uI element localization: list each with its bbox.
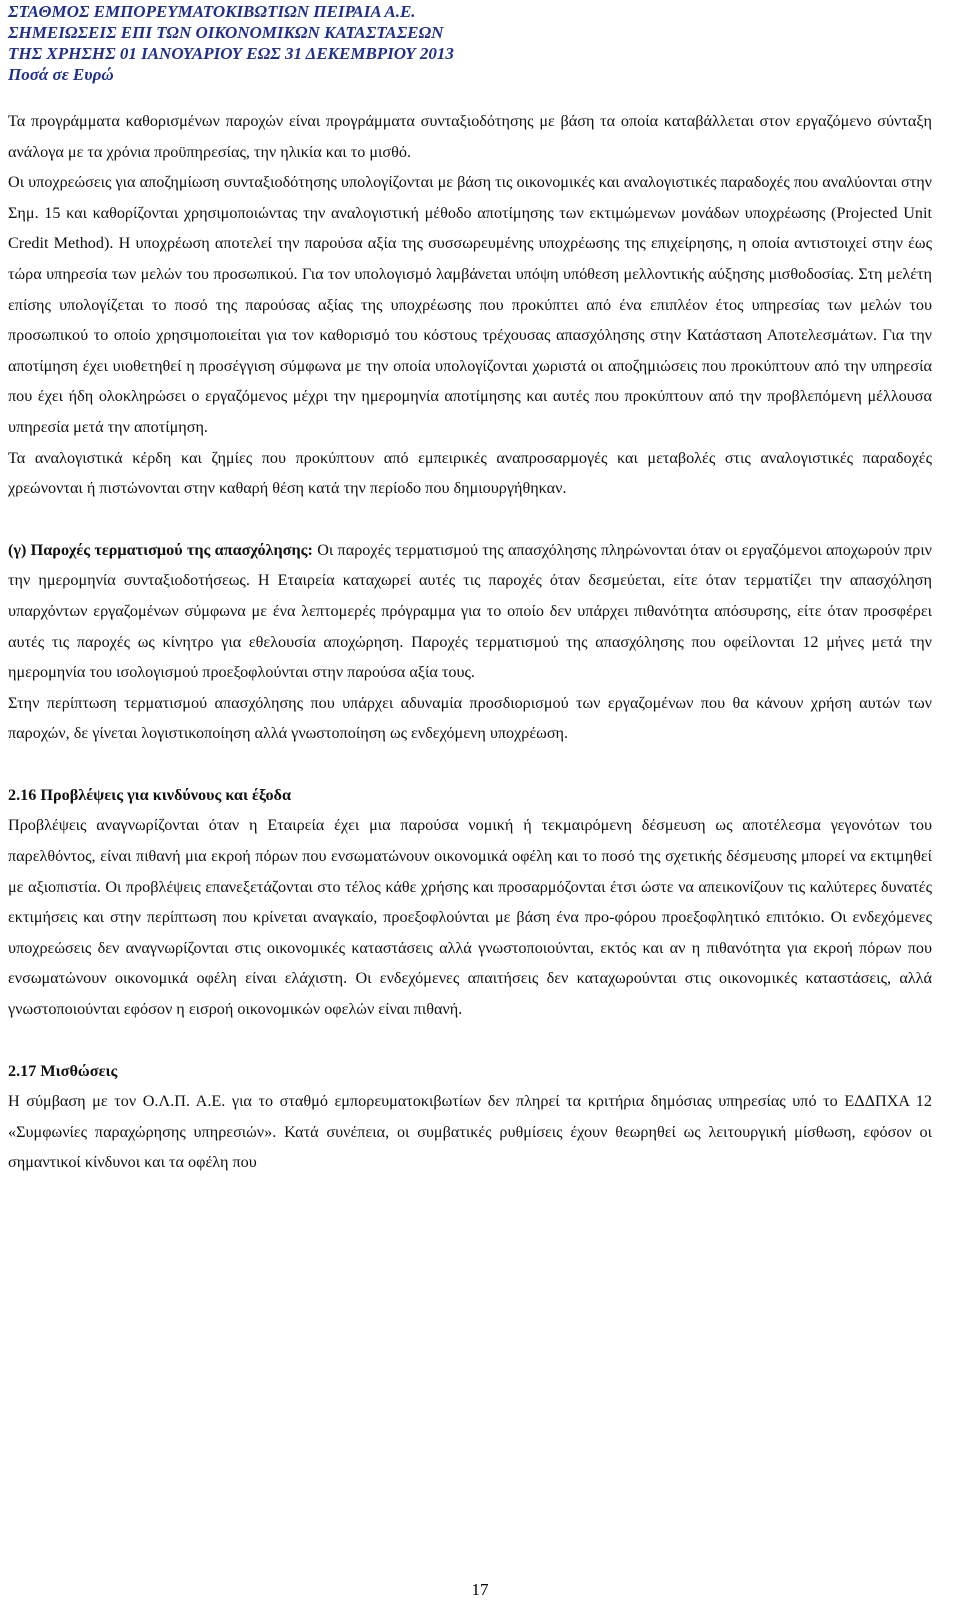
spacer bbox=[8, 1025, 932, 1056]
termination-text: Οι παροχές τερματισμού της απασχόλησης πληρώνονται όταν οι εργαζόμενοι αποχωρούν πριν την ημερομηνία συνταξιοδοτήσεως. Η Εταιρεία καταχωρεί αυτές τις παροχές όταν δεσμεύεται, είτε όταν τερματίζει την απασχόληση υπαρχόντων εργαζομένων σύμφωνα με ένα λεπτομερές πρόγραμμα για το οποίο δεν υπάρχει πιθανότητα απόσυρσης, είτε όταν προσφέρει αυτές τις παροχές ως κίνητρο για εθελουσία αποχώρηση. Παροχές τερματισμού της απασχόλησης που οφείλονται 12 μήνες μετά την ημερομηνία του ισολογισμού προεξοφλούνται στην παρούσα αξία τους. bbox=[8, 540, 933, 682]
company-name: ΣΤΑΘΜΟΣ ΕΜΠΟΡΕΥΜΑΤΟΚΙΒΩΤΙΩΝ ΠΕΙΡΑΙΑ Α.Ε. bbox=[8, 2, 416, 21]
section-heading-leases: 2.17 Μισθώσεις bbox=[8, 1061, 118, 1080]
paragraph-retirement-obligations: Οι υποχρεώσεις για αποζημίωση συνταξιοδότησης υπολογίζονται με βάση τις οικονομικές και αναλογιστικές παραδοχές που αναλύονται στην Σημ. 15 και καθορίζονται χρησιμοποιώντας την αναλογιστική μέθοδο αποτίμησης των εκτιμώμενων μονάδων υποχρέωσης (Projected Unit Credit Method). Η υποχρέωση αποτελεί την παρούσα αξία της συσσωρευμένης υποχρέωσης της επιχείρησης, η οποία αντιστοιχεί στην έως τώρα υπηρεσία των μελών του προσωπικού. Για τον υπολογισμό λαμβάνεται υπόψη υπόθεση μελλοντικής αύξησης μισθοδοσίας. Στη μελέτη επίσης υπολογίζεται το ποσό της παρούσας αξίας της υποχρέωσης που προκύπτει από ένα επιπλέον έτος υπηρεσίας των μελών του προσωπικού το οποίο χρησιμοποιείται για τον καθορισμό του κόστους τρέχουσας απασχόλησης στην Κατάσταση Αποτελεσμάτων. Για την αποτίμηση έχει υιοθετηθεί η προσέγγιση σύμφωνα με την οποία υπολογίζονται χωριστά οι αποζημιώσεις που προκύπτουν από την υπηρεσία που έχει ήδη ολοκληρώσει ο εργαζόμενος μέχρι την ημερομηνία αποτίμησης και αυτές που προκύπτουν από την προβλεπόμενη μέλλουσα υπηρεσία μετά την αποτίμηση. bbox=[8, 173, 932, 436]
termination-lead: Παροχές τερματισμού της απασχόλησης: bbox=[30, 540, 313, 559]
document-header bbox=[8, 1, 932, 85]
fiscal-period: ΤΗΣ ΧΡΗΣΗΣ 01 ΙΑΝΟΥΑΡΙΟΥ ΕΩΣ 31 ΔΕΚΕΜΒΡΙΟΥ 2013 bbox=[8, 44, 454, 63]
page-number: 17 bbox=[471, 1580, 489, 1599]
document-body bbox=[8, 106, 932, 1178]
section-heading-provisions: 2.16 Προβλέψεις για κινδύνους και έξοδα bbox=[8, 785, 291, 804]
paragraph-leases: Η σύμβαση με τον Ο.Λ.Π. Α.Ε. για το σταθμό εμπορευματοκιβωτίων δεν πληρεί τα κριτήρια δημόσιας υπηρεσίας υπό το ΕΔΔΠΧΑ 12 «Συμφωνίες παραχώρησης υπηρεσιών». Κατά συνέπεια, οι συμβατικές ρυθμίσεις έχουν θεωρηθεί ως λειτουργική μίσθωση, εφόσον οι σημαντικοί κίνδυνοι και τα οφέλη που bbox=[8, 1092, 932, 1172]
currency-note: Ποσά σε Ευρώ bbox=[8, 65, 114, 84]
paragraph-termination-benefits bbox=[8, 535, 932, 688]
notes-title: ΣΗΜΕΙΩΣΕΙΣ ΕΠΙ ΤΩΝ ΟΙΚΟΝΟΜΙΚΩΝ ΚΑΤΑΣΤΑΣΕΩΝ bbox=[8, 23, 444, 42]
paragraph-provisions: Προβλέψεις αναγνωρίζονται όταν η Εταιρεία έχει μια παρούσα νομική ή τεκμαιρόμενη δέσμευση ως αποτέλεσμα γεγονότων του παρελθόντος, είναι πιθανή μια εκροή πόρων που ενσωματώνουν οικονομικά οφέλη και το ποσό της σχετικής δέσμευσης μπορεί να εκτιμηθεί με αξιοπιστία. Οι προβλέψεις επανεξετάζονται στο τέλος κάθε χρήσης και προσαρμόζονται έτσι ώστε να απεικονίζουν τις καλύτερες δυνατές εκτιμήσεις και στην περίπτωση που κρίνεται αναγκαίο, προεξοφλούνται με βάση ένα προ-φόρου προεξοφλητικό επιτόκιο. Οι ενδεχόμενες υποχρεώσεις δεν αναγνωρίζονται στις οικονομικές καταστάσεις αλλά γνωστοποιούνται, εκτός και αν η πιθανότητα για εκροή πόρων που ενσωματώνουν οικονομικά οφέλη είναι ελάχιστη. Οι ενδεχόμενες απαιτήσεις δεν καταχωρούνται στις οικονομικές καταστάσεις, αλλά γνωστοποιούνται εφόσον η εισροή οικονομικών οφελών είναι πιθανή. bbox=[8, 816, 932, 1019]
paragraph-termination-uncertainty: Στην περίπτωση τερματισμού απασχόλησης που υπάρχει αδυναμία προσδιορισμού των εργαζομένων που θα κάνουν χρήση αυτών των παροχών, δε γίνεται λογιστικοποίηση αλλά γνωστοποίηση ως ενδεχόμενη υποχρέωση. bbox=[8, 693, 932, 743]
spacer bbox=[8, 504, 932, 535]
paragraph-defined-benefit-plans: Τα προγράμματα καθορισμένων παροχών είναι προγράμματα συνταξιοδότησης με βάση τα οποία καταβάλλεται στον εργαζόμενο σύνταξη ανάλογα με τα χρόνια προϋπηρεσίας, την ηλικία και το μισθό. bbox=[8, 112, 932, 161]
spacer bbox=[8, 749, 932, 780]
paragraph-actuarial-gains: Τα αναλογιστικά κέρδη και ζημίες που προκύπτουν από εμπειρικές αναπροσαρμογές και μεταβολές στις αναλογιστικές παραδοχές χρεώνονται ή πιστώνονται στην καθαρή θέση κατά την περίοδο που δημιουργήθηκαν. bbox=[8, 448, 932, 498]
termination-prefix: (γ) bbox=[8, 540, 31, 559]
